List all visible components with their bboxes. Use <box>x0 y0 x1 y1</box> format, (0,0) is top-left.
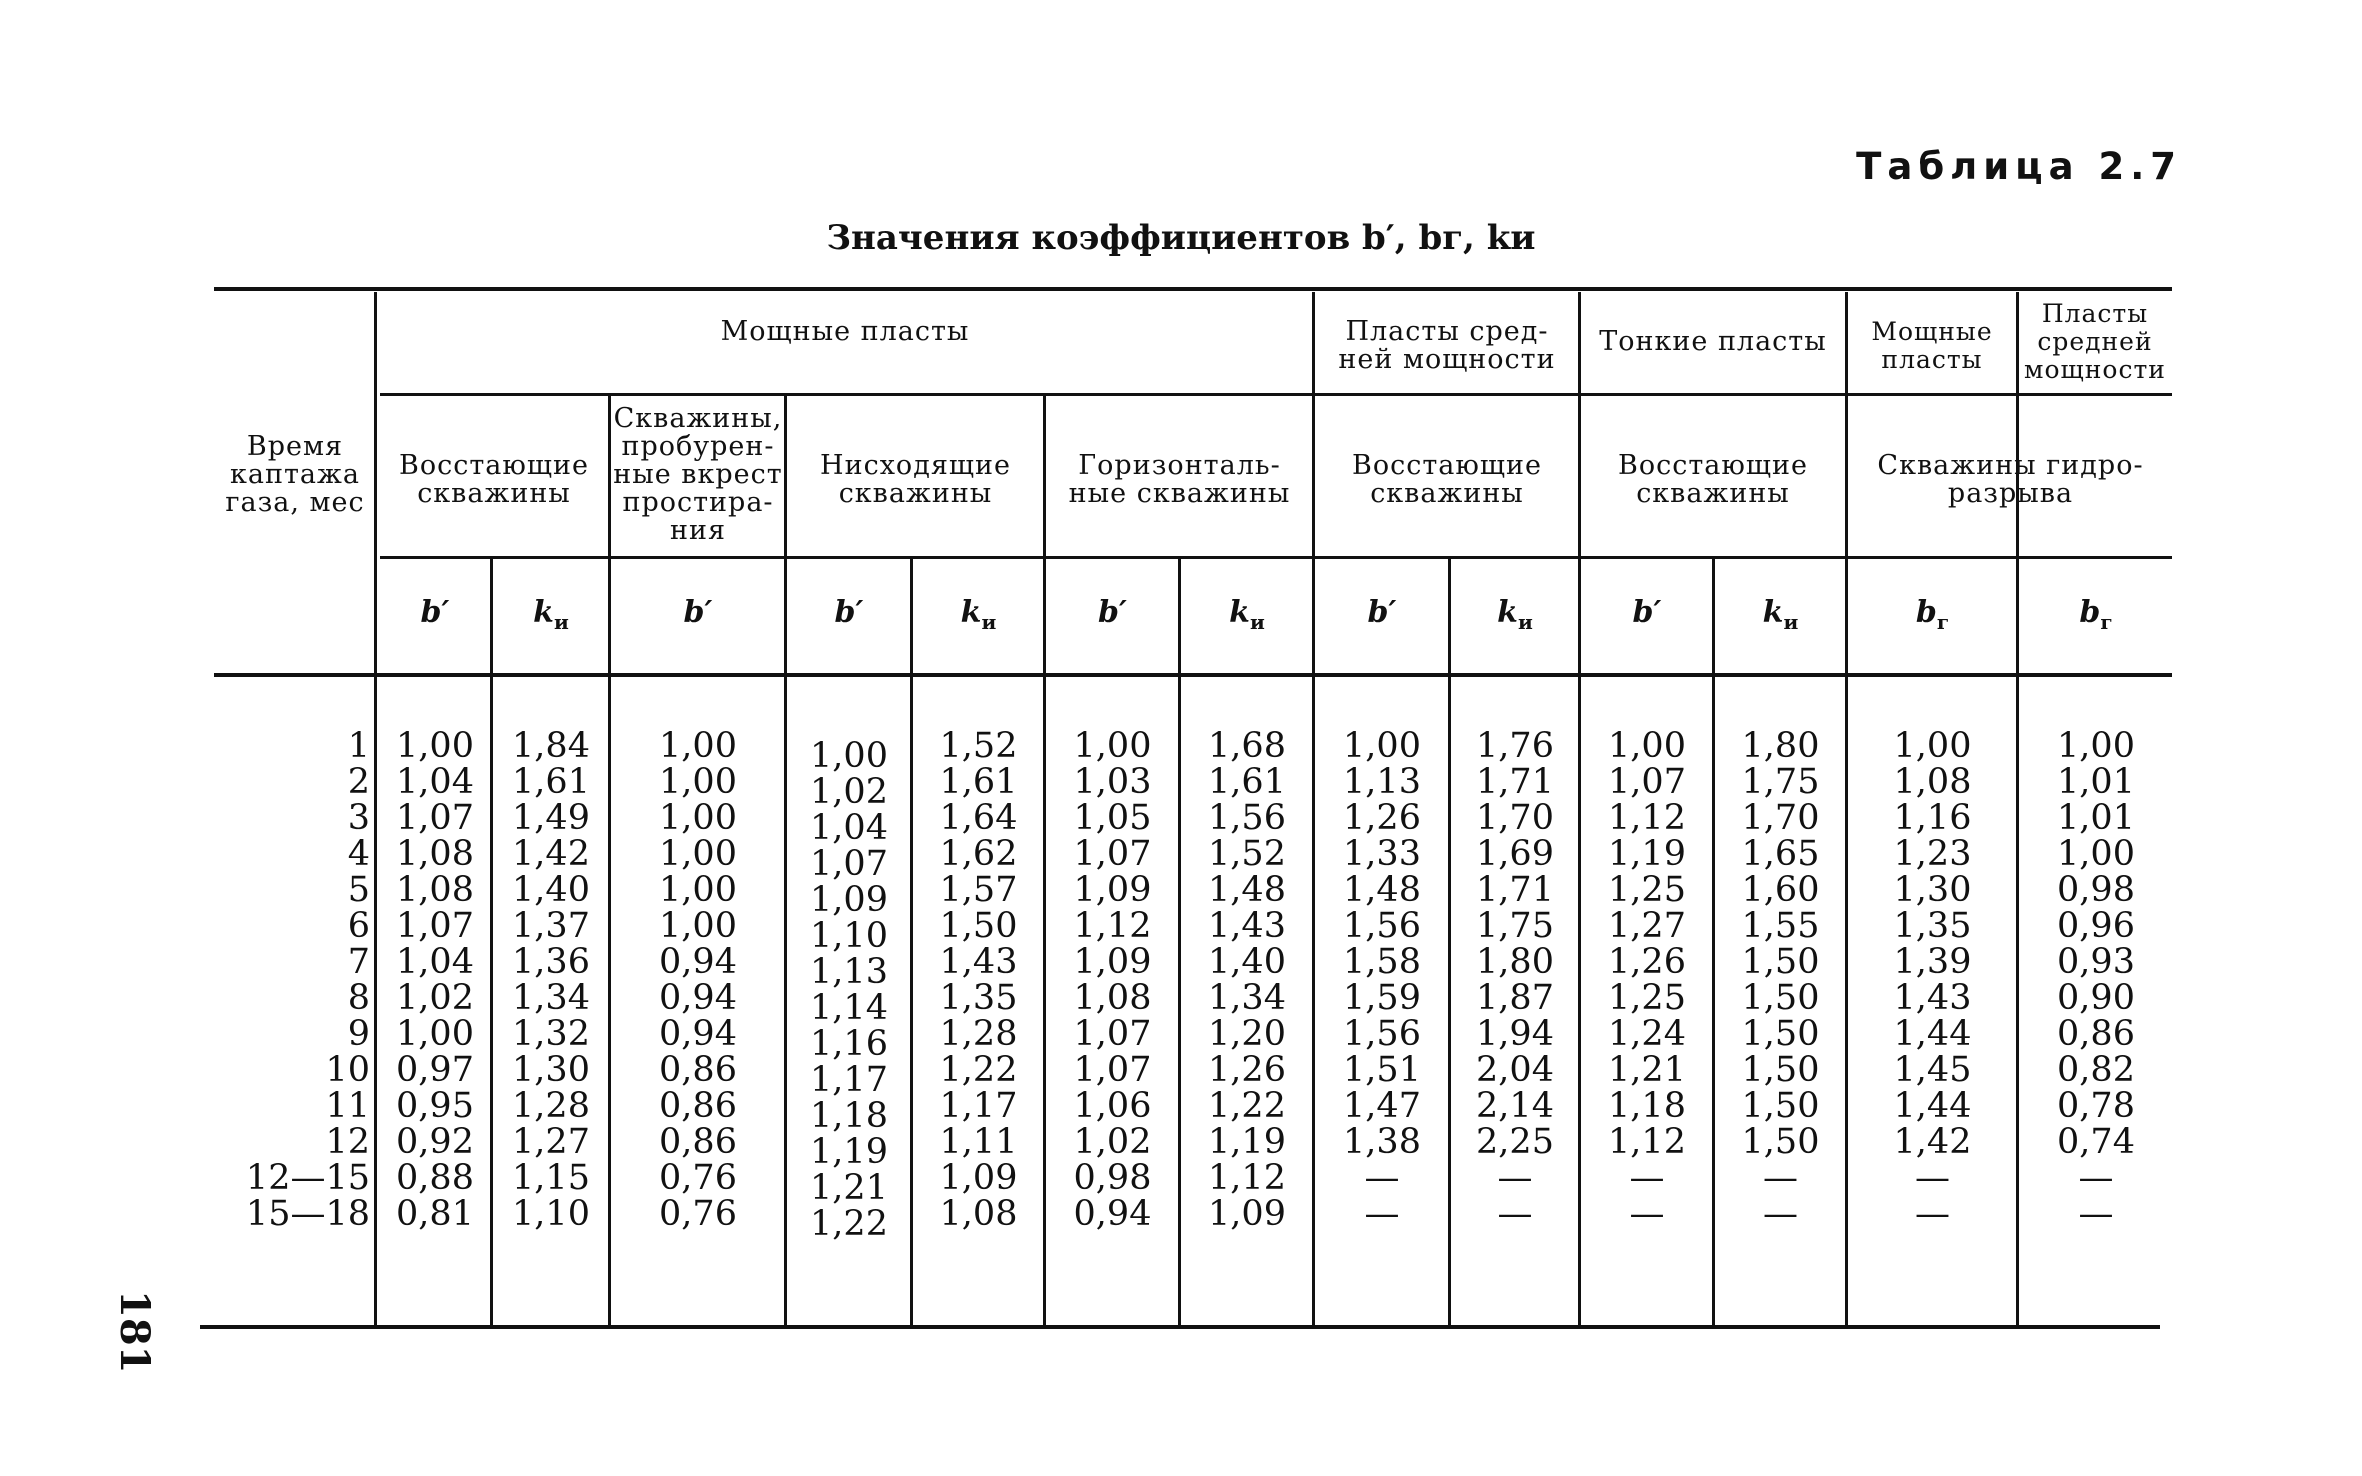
table-cell: 1,00 <box>659 906 737 946</box>
table-cell: 1,50 <box>1741 978 1820 1018</box>
symbol-b-g <box>2020 595 2172 634</box>
table-cell: 0,86 <box>659 1050 737 1090</box>
table-cell: 1,25 <box>1608 978 1686 1018</box>
subgroup-rising-header: Восстающие скважины <box>399 450 589 509</box>
subgroup-fracturing-header: Скважины гидро- разрыва <box>1877 450 2144 509</box>
table-cell: 1,64 <box>939 798 1018 838</box>
table-cell: 1,00 <box>659 726 737 766</box>
table-cell: 1,50 <box>1741 1050 1820 1090</box>
table-cell: 1,00 <box>1343 726 1421 766</box>
subgroup-rising-medium-header: Восстающие скважины <box>1352 450 1542 509</box>
subgroup-horizontal-header: Горизонталь- ные скважины <box>1068 450 1291 509</box>
group-rule <box>380 393 2172 396</box>
table-cell: 1,44 <box>1893 1086 1972 1126</box>
table-cell: 1,08 <box>396 834 474 874</box>
table-cell: 1,50 <box>1741 942 1820 982</box>
table-cell: 1,09 <box>939 1158 1018 1198</box>
table-cell: 12 <box>325 1122 370 1162</box>
table-cell: 1,02 <box>396 978 474 1018</box>
symbol-k-letter: k <box>960 595 982 630</box>
table-cell: 1,03 <box>1073 762 1152 802</box>
table-cell: 1,20 <box>1208 1014 1286 1054</box>
table-cell: 1,52 <box>1208 834 1286 874</box>
table-cell: 0,95 <box>396 1086 474 1126</box>
table-cell: 1,08 <box>1073 978 1152 1018</box>
table-cell: 1,40 <box>512 870 590 910</box>
table-cell: 1,00 <box>396 1014 474 1054</box>
col-divider <box>910 558 913 1325</box>
column-time <box>220 728 370 1232</box>
table-cell: 1,94 <box>1476 1014 1554 1054</box>
table-cell: 1,52 <box>939 726 1018 766</box>
table-cell: 1,48 <box>1343 870 1421 910</box>
table-cell: 1,07 <box>1073 1050 1152 1090</box>
column-thick-rising-k <box>494 728 608 1232</box>
table-cell: 1,80 <box>1476 942 1554 982</box>
table-cell: 0,98 <box>2057 870 2135 910</box>
col-divider <box>1312 292 1315 1325</box>
table-cell: 0,76 <box>659 1194 737 1234</box>
table-cell: 1,04 <box>396 762 474 802</box>
table-cell: 0,81 <box>396 1194 474 1234</box>
header-bottom-rule <box>214 673 2172 677</box>
col-divider-short <box>2016 292 2019 393</box>
symbol-bg-letter: b <box>1915 595 1937 630</box>
table-cell: 1,21 <box>810 1168 888 1208</box>
table-cell: 1,26 <box>1208 1050 1286 1090</box>
table-cell: 1,00 <box>396 726 474 766</box>
table-cell: 1,02 <box>1073 1122 1152 1162</box>
table-cell: 1,18 <box>1608 1086 1686 1126</box>
table-cell: 4 <box>347 834 370 874</box>
table-cell: 1,37 <box>512 906 590 946</box>
table-cell: 1,23 <box>1893 834 1972 874</box>
table-cell: 1,47 <box>1343 1086 1421 1126</box>
table-cell: 1,76 <box>1476 726 1554 766</box>
group-medium-small-header: Пласты средней мощности <box>2024 299 2166 384</box>
group-medium-header: Пласты сред- ней мощности <box>1338 316 1556 375</box>
table-cell: 1,00 <box>810 736 888 776</box>
table-cell: 1 <box>347 726 370 766</box>
table-cell: 1,09 <box>1208 1194 1286 1234</box>
col-divider <box>1845 292 1848 1325</box>
symbol-b-prime: b′ <box>1098 595 1127 630</box>
table-cell: 1,28 <box>939 1014 1018 1054</box>
table-cell: 1,00 <box>2057 834 2135 874</box>
table-cell: 1,61 <box>512 762 590 802</box>
table-cell: 1,07 <box>810 844 888 884</box>
table-cell: 1,30 <box>512 1050 590 1090</box>
table-cell: 0,93 <box>2057 942 2135 982</box>
page-number: 181 <box>111 1290 158 1374</box>
col-divider <box>784 396 787 1325</box>
symbol-k-sub: и <box>553 610 569 634</box>
table-cell: 0,88 <box>396 1158 474 1198</box>
symbol-k-letter: k <box>1762 595 1784 630</box>
subgroup-rule <box>380 556 2172 559</box>
table-cell: 1,16 <box>810 1024 888 1064</box>
table-cell: 1,27 <box>512 1122 590 1162</box>
table-cell: 1,00 <box>1608 726 1686 766</box>
symbol-k-letter: k <box>533 595 554 630</box>
symbol-k <box>1716 595 1845 634</box>
table-cell: 1,51 <box>1343 1050 1421 1090</box>
symbol-k-letter: k <box>1229 595 1250 630</box>
table-cell: 1,49 <box>512 798 590 838</box>
column-thin-rising-k <box>1716 728 1845 1232</box>
symbol-k-sub: и <box>1517 610 1533 634</box>
col-divider <box>1712 558 1715 1325</box>
table-cell: 8 <box>347 978 370 1018</box>
symbol-k-letter: k <box>1497 595 1518 630</box>
col-divider <box>490 558 493 1325</box>
table-cell: 1,08 <box>1893 762 1972 802</box>
table-cell: 1,09 <box>1073 870 1152 910</box>
table-cell: 1,30 <box>1893 870 1972 910</box>
table-cell: 1,84 <box>512 726 590 766</box>
table-cell: 1,43 <box>1208 906 1286 946</box>
table-cell: 1,04 <box>396 942 474 982</box>
table-cell: 1,71 <box>1476 870 1554 910</box>
symbol-b-prime: b′ <box>1632 595 1662 630</box>
table-cell: 1,00 <box>659 798 737 838</box>
table-cell: 0,86 <box>2057 1014 2135 1054</box>
col-divider <box>1043 396 1046 1325</box>
table-cell: — <box>1497 1194 1533 1234</box>
table-cell: 1,70 <box>1476 798 1554 838</box>
table-cell: 1,07 <box>396 906 474 946</box>
table-cell: 1,19 <box>1608 834 1686 874</box>
table-cell: 0,90 <box>2057 978 2135 1018</box>
table-cell: 1,12 <box>1608 1122 1686 1162</box>
table-cell: 1,00 <box>659 870 737 910</box>
table-cell: 0,97 <box>396 1050 474 1090</box>
table-cell: 1,08 <box>939 1194 1018 1234</box>
table-cell: 1,09 <box>810 880 888 920</box>
table-cell: 1,61 <box>1208 762 1286 802</box>
table-cell: 1,58 <box>1343 942 1421 982</box>
column-thick-descending-k <box>914 728 1043 1232</box>
table-cell: 1,19 <box>810 1132 888 1172</box>
symbol-k <box>914 595 1043 634</box>
table-cell: 15—18 <box>245 1194 370 1234</box>
table-cell: 1,21 <box>1608 1050 1686 1090</box>
table-cell: — <box>1915 1158 1950 1198</box>
table-cell: 1,45 <box>1893 1050 1972 1090</box>
table-cell: 0,94 <box>659 1014 737 1054</box>
table-cell: 1,33 <box>1343 834 1421 874</box>
table-cell: 5 <box>347 870 370 910</box>
table-cell: 0,82 <box>2057 1050 2135 1090</box>
table-cell: 1,38 <box>1343 1122 1421 1162</box>
table-cell: 1,08 <box>396 870 474 910</box>
column-thick-frac-bg <box>1849 728 2016 1232</box>
subgroup-rising-thin-header: Восстающие скважины <box>1618 450 1808 509</box>
table-cell: — <box>1763 1158 1798 1198</box>
table-cell: 0,74 <box>2057 1122 2135 1162</box>
table-cell: 0,86 <box>659 1122 737 1162</box>
column-thin-rising-b <box>1582 728 1712 1232</box>
table-cell: 1,71 <box>1476 762 1554 802</box>
top-rule <box>214 287 2172 291</box>
table-cell: 1,04 <box>810 808 888 848</box>
table-cell: 0,76 <box>659 1158 737 1198</box>
table-cell: 1,56 <box>1208 798 1286 838</box>
table-cell: 1,28 <box>512 1086 590 1126</box>
table-cell: 1,16 <box>1893 798 1972 838</box>
symbol-b-prime: b′ <box>420 595 450 630</box>
table-cell: 1,22 <box>939 1050 1018 1090</box>
table-cell: 1,57 <box>939 870 1018 910</box>
table-cell: 1,61 <box>939 762 1018 802</box>
table-cell: 1,00 <box>659 762 737 802</box>
table-cell: 2,25 <box>1476 1122 1554 1162</box>
table-cell: 1,42 <box>512 834 590 874</box>
table-cell: 10 <box>325 1050 370 1090</box>
symbol-b-prime: b′ <box>834 595 864 630</box>
table-cell: 1,19 <box>1208 1122 1286 1162</box>
table-cell: 1,34 <box>1208 978 1286 1018</box>
table-cell: 0,94 <box>1073 1194 1152 1234</box>
table-cell: 1,42 <box>1893 1122 1972 1162</box>
table-cell: — <box>1364 1158 1400 1198</box>
table-cell: 1,34 <box>512 978 590 1018</box>
symbol-k <box>494 595 608 634</box>
table-cell: 0,94 <box>659 942 737 982</box>
table-cell: 1,12 <box>1608 798 1686 838</box>
table-cell: 0,98 <box>1073 1158 1152 1198</box>
table-cell: 3 <box>347 798 370 838</box>
bottom-rule <box>200 1325 2160 1329</box>
table-cell: 1,50 <box>1741 1122 1820 1162</box>
column-thick-horizontal-k <box>1182 728 1312 1232</box>
table-cell: 2,14 <box>1476 1086 1554 1126</box>
col-divider <box>1448 558 1451 1325</box>
table-cell: 1,39 <box>1893 942 1972 982</box>
table-cell: 1,07 <box>1073 1014 1152 1054</box>
table-cell: 1,87 <box>1476 978 1554 1018</box>
table-cell: 1,48 <box>1208 870 1286 910</box>
table-cell: 1,68 <box>1208 726 1286 766</box>
symbol-k <box>1452 595 1578 634</box>
table-cell: 1,27 <box>1608 906 1686 946</box>
table-cell: 1,75 <box>1476 906 1554 946</box>
table-cell: 1,02 <box>810 772 888 812</box>
col-divider <box>608 396 611 1325</box>
column-thick-crosscut-b <box>612 728 784 1232</box>
table-cell: 1,26 <box>1343 798 1421 838</box>
table-cell: 1,56 <box>1343 906 1421 946</box>
table-cell: 1,10 <box>810 916 888 956</box>
table-cell: 1,00 <box>1893 726 1972 766</box>
col-divider <box>374 292 377 1325</box>
table-cell: 7 <box>347 942 370 982</box>
symbol-k-sub: и <box>981 610 997 634</box>
table-cell: 1,06 <box>1073 1086 1152 1126</box>
table-cell: 1,50 <box>1741 1086 1820 1126</box>
column-thick-descending-b <box>788 738 910 1242</box>
table-cell: 0,86 <box>659 1086 737 1126</box>
time-column-header: Время каптажа газа, мес <box>225 431 365 518</box>
table-cell: 0,92 <box>396 1122 474 1162</box>
symbol-k-sub: и <box>1783 610 1799 634</box>
table-cell: 1,13 <box>810 952 888 992</box>
table-cell: 1,12 <box>1208 1158 1286 1198</box>
table-cell: 6 <box>347 906 370 946</box>
table-cell: 1,62 <box>939 834 1018 874</box>
table-cell: 2 <box>347 762 370 802</box>
table-cell: — <box>1364 1194 1400 1234</box>
table-cell: 1,01 <box>2057 798 2135 838</box>
table-cell: 1,07 <box>396 798 474 838</box>
table-title: Значения коэффициентов b′, bг, kи <box>826 218 1536 258</box>
table-cell: 1,50 <box>939 906 1018 946</box>
col-divider <box>2016 292 2019 1325</box>
col-divider <box>1178 558 1181 1325</box>
table-cell: 1,55 <box>1741 906 1820 946</box>
table-cell: 1,80 <box>1741 726 1820 766</box>
table-cell: 1,26 <box>1608 942 1686 982</box>
table-cell: 1,44 <box>1893 1014 1972 1054</box>
column-thick-rising-b <box>380 728 490 1232</box>
table-cell: 1,32 <box>512 1014 590 1054</box>
table-cell: 1,70 <box>1741 798 1820 838</box>
table-cell: 1,00 <box>2057 726 2135 766</box>
group-thick-header: Мощные пласты <box>720 316 970 347</box>
table-cell: — <box>2078 1194 2114 1234</box>
table-cell: 1,00 <box>1073 726 1152 766</box>
column-medium-frac-bg <box>2020 728 2172 1232</box>
symbol-k-sub: и <box>1249 610 1265 634</box>
table-cell: 11 <box>325 1086 370 1126</box>
table-cell: 1,12 <box>1073 906 1152 946</box>
table-cell: 9 <box>347 1014 370 1054</box>
table-cell: 1,69 <box>1476 834 1554 874</box>
symbol-bg-sub: г <box>2100 610 2113 634</box>
table-cell: 1,11 <box>939 1122 1018 1162</box>
table-cell: 1,22 <box>810 1204 888 1244</box>
subgroup-crosscut-header: Скважины, пробурен- ные вкрест простира- ния <box>613 403 783 546</box>
group-thin-header: Тонкие пласты <box>1599 326 1827 357</box>
table-cell: 1,14 <box>810 988 888 1028</box>
table-cell: 1,24 <box>1608 1014 1686 1054</box>
table-cell: — <box>1629 1158 1665 1198</box>
table-cell: 1,56 <box>1343 1014 1421 1054</box>
table-cell: 1,18 <box>810 1096 888 1136</box>
symbol-k <box>1182 595 1312 634</box>
group-thick-small-header: Мощные пласты <box>1871 317 1993 374</box>
table-cell: 1,40 <box>1208 942 1286 982</box>
table-cell: 1,00 <box>659 834 737 874</box>
table-cell: 1,59 <box>1343 978 1421 1018</box>
table-cell: 1,35 <box>939 978 1018 1018</box>
table-cell: 12—15 <box>245 1158 370 1198</box>
table-cell: — <box>1915 1194 1950 1234</box>
table-cell: 1,17 <box>810 1060 888 1100</box>
symbol-b-prime: b′ <box>683 595 713 630</box>
table-cell: 1,10 <box>512 1194 590 1234</box>
symbol-bg-letter: b <box>2079 595 2101 630</box>
table-cell: 1,35 <box>1893 906 1972 946</box>
table-cell: 1,07 <box>1073 834 1152 874</box>
table-cell: 1,36 <box>512 942 590 982</box>
table-label: Таблица 2.7 <box>1856 145 2182 188</box>
table-cell: 0,94 <box>659 978 737 1018</box>
symbol-b-prime: b′ <box>1367 595 1397 630</box>
col-divider <box>1578 292 1581 1325</box>
table-cell: — <box>1763 1194 1798 1234</box>
table-cell: 1,22 <box>1208 1086 1286 1126</box>
table-cell: 1,43 <box>1893 978 1972 1018</box>
table-cell: 1,05 <box>1073 798 1152 838</box>
table-cell: 1,13 <box>1343 762 1421 802</box>
table-cell: 1,50 <box>1741 1014 1820 1054</box>
subgroup-descending-header: Нисходящие скважины <box>820 450 1011 509</box>
table-cell: 0,78 <box>2057 1086 2135 1126</box>
table-cell: 1,17 <box>939 1086 1018 1126</box>
column-thick-horizontal-b <box>1047 728 1178 1232</box>
table-cell: 1,15 <box>512 1158 590 1198</box>
table-cell: 1,75 <box>1741 762 1820 802</box>
table-cell: 2,04 <box>1476 1050 1554 1090</box>
table-cell: 1,60 <box>1741 870 1820 910</box>
table-cell: 1,07 <box>1608 762 1686 802</box>
symbol-b-g <box>1849 595 2016 634</box>
table-cell: 1,25 <box>1608 870 1686 910</box>
table-cell: 0,96 <box>2057 906 2135 946</box>
table-cell: 1,43 <box>939 942 1018 982</box>
table-cell: — <box>1497 1158 1533 1198</box>
column-medium-rising-b <box>1316 728 1448 1232</box>
symbol-bg-sub: г <box>1936 610 1950 634</box>
table-cell: — <box>2078 1158 2114 1198</box>
table-cell: 1,65 <box>1741 834 1820 874</box>
table-cell: 1,09 <box>1073 942 1152 982</box>
column-medium-rising-k <box>1452 728 1578 1232</box>
table-cell: — <box>1629 1194 1665 1234</box>
table-cell: 1,01 <box>2057 762 2135 802</box>
